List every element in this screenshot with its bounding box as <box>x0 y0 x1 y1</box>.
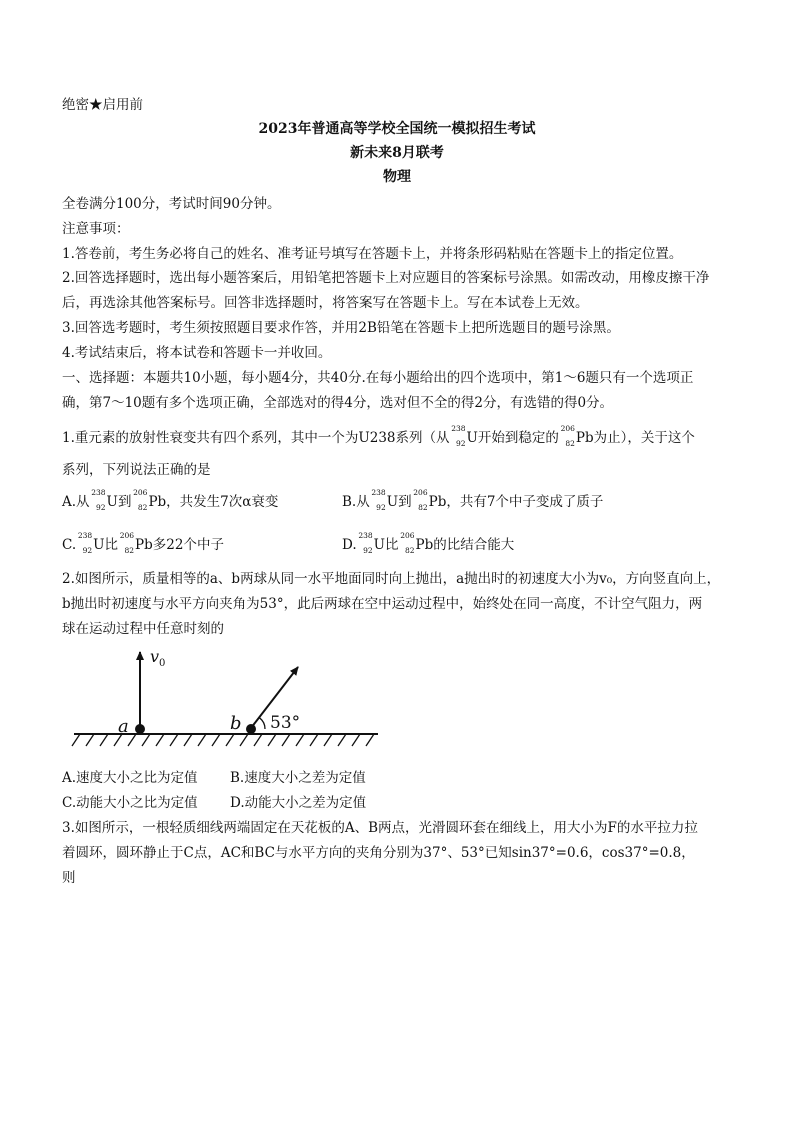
angle-label: 53° <box>270 713 301 733</box>
notice-3: 3.回答选考题时，考生须按照题目要求作答，并用2B铅笔在答题卡上把所选题目的题号涂黑。 <box>62 320 620 336</box>
q1-option-d: D. 238 92 U比 206 82 Pb的比结合能大 <box>342 531 515 555</box>
q3-stem-line2: 着圆环，圆环静止于C点，AC和BC与水平方向的夹角分别为37°、53°已知sin37°=0.6，cos37°=0.8， <box>62 845 695 861</box>
section1-intro-a: 一、选择题：本题共10小题，每小题4分，共40分.在每小题给出的四个选项中，第1～6题只有一个选项正 <box>62 370 694 386</box>
subject-title: 物理 <box>383 169 411 185</box>
q1-option-b: B.从 238 92 U到 206 82 Pb，共有7个中子变成了质子 <box>342 488 604 512</box>
q1-stem-line1: 1.重元素的放射性衰变共有四个系列，其中一个为U238系列（从 238 92 U开始到稳定的 206 82 Pb为止），关于这个 <box>62 424 695 448</box>
notice-1: 1.答卷前，考生务必将自己的姓名、准考证号填写在答题卡上，并将条形码粘贴在答题卡上的指定位置。 <box>62 246 683 262</box>
ball-a <box>135 724 145 734</box>
notice-4: 4.考试结束后，将本试卷和答题卡一并收回。 <box>62 345 332 361</box>
q2-projectile-figure <box>62 640 378 756</box>
q3-stem-line1: 3.如图所示，一根轻质细线两端固定在天花板的A、B两点，光滑圆环套在细线上，用大小为F的水平拉力拉 <box>62 820 698 836</box>
notice-2b: 后，再选涂其他答案标号。回答非选择题时，将答案写在答题卡上。写在本试卷上无效。 <box>62 295 589 311</box>
notice-2a: 2.回答选择题时，选出每小题答案后，用铅笔把答题卡上对应题目的答案标号涂黑。如需改动，用橡皮擦干净 <box>62 270 710 286</box>
pb206-nuclide: 206 82 <box>560 424 575 448</box>
q2-option-c: C.动能大小之比为定值 <box>62 795 198 811</box>
angle-arc <box>260 718 266 729</box>
q2-option-a: A.速度大小之比为定值 <box>62 770 198 786</box>
exam-title: 2023年普通高等学校全国统一模拟招生考试 <box>258 121 536 137</box>
q2-stem-line3: 球在运动过程中任意时刻的 <box>62 621 224 637</box>
q3-stem-line3: 则 <box>62 870 76 886</box>
ball-b <box>246 724 256 734</box>
q1-stem-line2: 系列，下列说法正确的是 <box>62 462 211 478</box>
u238-nuclide: 238 92 <box>451 424 466 448</box>
q2-option-d: D.动能大小之差为定值 <box>230 795 367 811</box>
exam-subtitle: 新未来8月联考 <box>350 145 444 161</box>
q1-option-c: C. 238 92 U比 206 82 Pb多22个中子 <box>62 531 224 555</box>
score-info: 全卷满分100分，考试时间90分钟。 <box>62 196 281 212</box>
q1-option-a: A.从 238 92 U到 206 82 Pb，共发生7次α衰变 <box>62 488 279 512</box>
q2-stem-line2: b抛出时初速度与水平方向夹角为53°，此后两球在空中运动过程中，始终处在同一高度，不计空气阻力，两 <box>62 596 703 612</box>
v0-label: $v_0$ <box>150 647 166 669</box>
q2-option-b: B.速度大小之差为定值 <box>230 770 366 786</box>
q2-stem-line1: 2.如图所示，质量相等的a、b两球从同一水平地面同时向上抛出，a抛出时的初速度大小为v₀，方向竖直向上， <box>62 571 721 587</box>
label-a: a <box>118 716 129 737</box>
section1-intro-b: 确，第7～10题有多个选项正确，全部选对的得4分，选对但不全的得2分，有选错的得0分。 <box>62 395 614 411</box>
notice-title: 注意事项： <box>62 221 130 237</box>
label-b: b <box>230 713 242 734</box>
confidential-mark: 绝密★启用前 <box>62 97 143 113</box>
